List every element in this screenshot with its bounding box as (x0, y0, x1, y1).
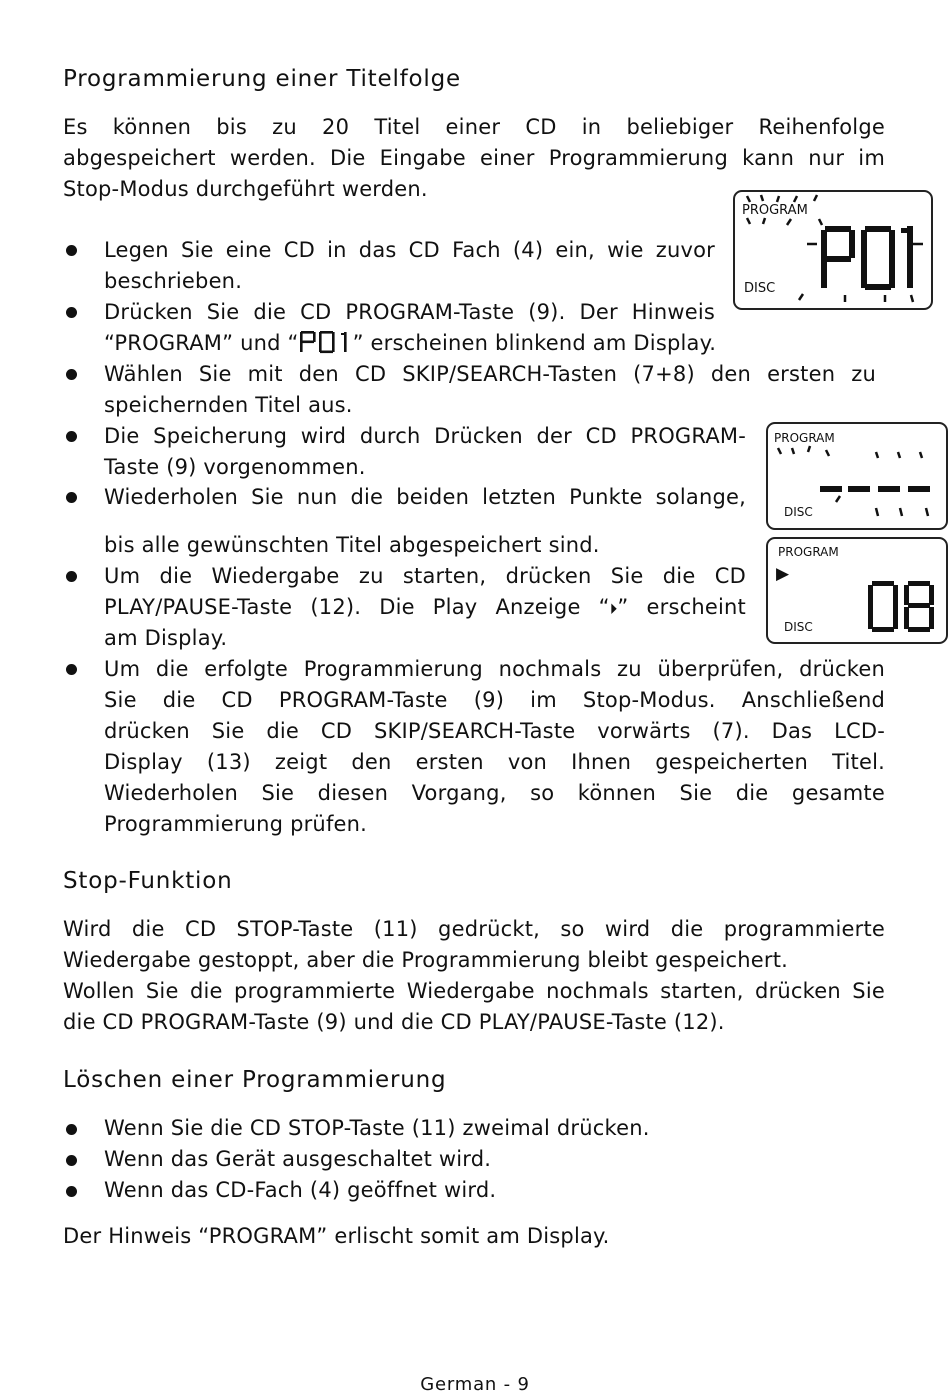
bullet7-line1: Um die erfolgte Programmierung nochmals zu überprüfen, drücken (104, 657, 885, 681)
bullet5-line2: bis alle gewünschten Titel abgespeichert sind. (104, 533, 600, 557)
closing-line: Der Hinweis “PROGRAM” erlischt somit am Display. (63, 1224, 610, 1248)
bullet4-line1: Die Speicherung wird durch Drücken der CD PROGRAM- (104, 424, 746, 448)
bullet7-line3: drücken Sie die CD SKIP/SEARCH-Taste vorwärts (7). Das LCD- (104, 719, 885, 743)
bullet7-line6: Programmierung prüfen. (104, 812, 368, 836)
lcd-display-dashes (766, 422, 948, 530)
bullet1-line2: beschrieben. (104, 269, 243, 293)
seg-digits-p01 (821, 226, 913, 290)
bullet6-line2-b: ” erscheint (617, 595, 746, 619)
bullet6-line1: Um die Wiedergabe zu starten, drücken Sie die CD (104, 564, 746, 588)
bullet6-line2-a: PLAY/PAUSE-Taste (12). Die Play Anzeige “ (104, 595, 610, 619)
lcd1-disc-label: DISC (744, 281, 776, 296)
lcd-display-play-08 (766, 537, 948, 644)
bullet-dot (66, 307, 77, 318)
lcd-display-p01 (733, 190, 933, 310)
bullet2-line2-a: “PROGRAM” und “ (104, 331, 299, 355)
loeschen-bullet-1: Wenn Sie die CD STOP-Taste (11) zweimal drücken. (104, 1116, 650, 1140)
stop-line-4: die CD PROGRAM-Taste (9) und die CD PLAY/PAUSE-Taste (12). (63, 1010, 725, 1034)
bullet4-line2: Taste (9) vorgenommen. (104, 455, 366, 479)
bullet2-line1: Drücken Sie die CD PROGRAM-Taste (9). Der Hinweis (104, 300, 715, 324)
bullet7-line5: Wiederholen Sie diesen Vorgang, so können Sie die gesamte (104, 781, 885, 805)
bullet-dot (66, 664, 77, 675)
bullet-dot (66, 492, 77, 503)
stop-line-3: Wollen Sie die programmierte Wiedergabe nochmals starten, drücken Sie (63, 979, 885, 1003)
bullet6-line3: am Display. (104, 626, 228, 650)
bullet-dot (66, 431, 77, 442)
bullet-dot (66, 369, 77, 380)
bullet-dot (66, 571, 77, 582)
bullet6-line2 (104, 592, 746, 625)
lcd2-program-label: PROGRAM (774, 431, 835, 445)
lcd2-disc-label: DISC (784, 505, 813, 519)
bullet5-line1: Wiederholen Sie nun die beiden letzten Punkte solange, (104, 485, 746, 509)
intro-line-1: Es können bis zu 20 Titel einer CD in beliebiger Reihenfolge (63, 115, 885, 139)
intro-line-2: abgespeichert werden. Die Eingabe einer Programmierung kann nur im (63, 146, 885, 170)
loeschen-bullet-2: Wenn das Gerät ausgeschaltet wird. (104, 1147, 492, 1171)
lcd1-program-label: PROGRAM (742, 203, 808, 218)
lcd3-disc-label: DISC (784, 620, 813, 634)
bullet2-line2-b: ” erscheinen blinkend am Display. (352, 331, 717, 355)
seg-digits-08 (868, 581, 934, 632)
bullet7-line4: Display (13) zeigt den ersten von Ihnen gespeicherten Titel. (104, 750, 885, 774)
bullet-dot (66, 245, 77, 256)
stop-line-2: Wiedergabe gestoppt, aber die Programmierung bleibt gespeichert. (63, 948, 789, 972)
loeschen-bullet-3: Wenn das CD-Fach (4) geöffnet wird. (104, 1178, 497, 1202)
play-indicator-icon: ⏵ (609, 600, 618, 618)
bullet3-line1: Wählen Sie mit den CD SKIP/SEARCH-Tasten (7+8) den ersten zu (104, 362, 876, 386)
bullet-dot (66, 1124, 77, 1135)
bullet2-line2 (104, 328, 716, 363)
bullet3-line2: speichernden Titel aus. (104, 393, 353, 417)
bullet-dot (66, 1155, 77, 1166)
heading-loeschen: Löschen einer Programmierung (63, 1067, 447, 1093)
bullet-dot (66, 1186, 77, 1197)
bullet1-line1: Legen Sie eine CD in das CD Fach (4) ein, wie zuvor (104, 238, 715, 262)
bullet7-line2: Sie die CD PROGRAM-Taste (9) im Stop-Modus. Anschließend (104, 688, 885, 712)
heading-programmierung: Programmierung einer Titelfolge (63, 66, 461, 92)
intro-line-3: Stop-Modus durchgeführt werden. (63, 177, 428, 201)
heading-stop-funktion: Stop-Funktion (63, 868, 233, 894)
stop-line-1: Wird die CD STOP-Taste (11) gedrückt, so wird die programmierte (63, 917, 885, 941)
seg-dashes (820, 486, 930, 492)
lcd3-program-label: PROGRAM (778, 545, 839, 559)
lcd3-play-icon: ▶ (776, 564, 790, 584)
page-footer: German - 9 (420, 1374, 530, 1395)
